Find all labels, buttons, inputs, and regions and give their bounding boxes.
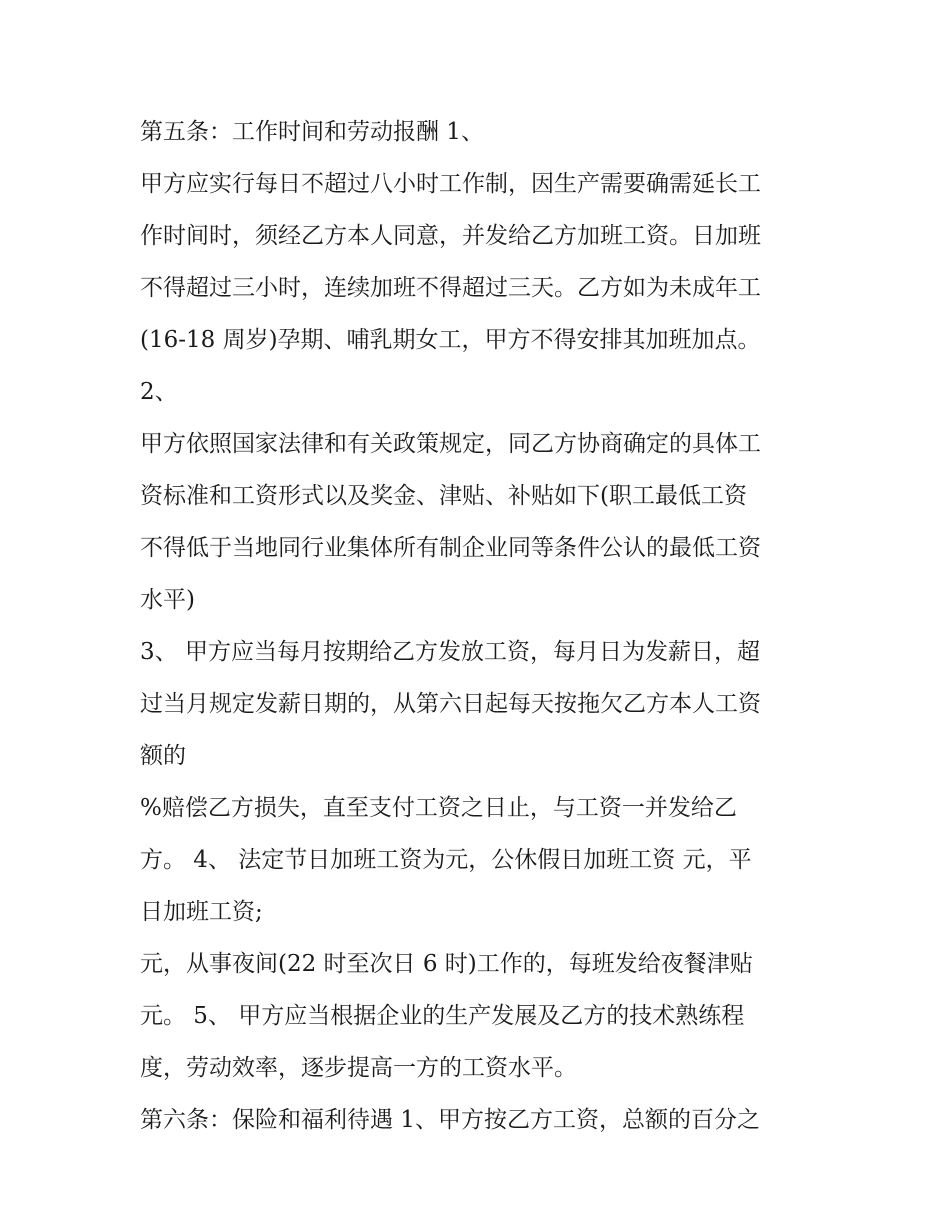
text-line: (16-18 周岁)孕期、哺乳期女工，甲方不得安排其加班加点。: [140, 327, 761, 353]
contract-text-body: [140, 110, 820, 1150]
text-line: 第五条：工作时间和劳动报酬 1、: [140, 119, 484, 145]
text-line: 2、: [140, 379, 178, 405]
text-line: 方。 4、 法定节日加班工资为元，公休假日加班工资 元，平: [140, 847, 752, 873]
text-line: 3、 甲方应当每月按期给乙方发放工资，每月日为发薪日，超: [140, 639, 760, 665]
text-line: 过当月规定发薪日期的，从第六日起每天按拖欠乙方本人工资: [140, 691, 761, 717]
text-line: 资标准和工资形式以及奖金、津贴、补贴如下(职工最低工资: [140, 483, 747, 509]
text-line: 度，劳动效率，逐步提高一方的工资水平。: [140, 1055, 577, 1081]
text-line: 第六条：保险和福利待遇 1、甲方按乙方工资，总额的百分之: [140, 1107, 760, 1133]
text-line: 甲方依照国家法律和有关政策规定，同乙方协商确定的具体工: [140, 431, 761, 457]
text-line: 元。 5、 甲方应当根据企业的生产发展及乙方的技术熟练程: [140, 1003, 745, 1029]
text-line: 作时间时，须经乙方本人同意，并发给乙方加班工资。日加班: [140, 223, 761, 249]
text-line: 额的: [140, 743, 186, 769]
text-line: %赔偿乙方损失，直至支付工资之日止，与工资一并发给乙: [140, 795, 737, 821]
text-line: 日加班工资;: [140, 899, 263, 925]
text-line: 不得超过三小时，连续加班不得超过三天。乙方如为未成年工: [140, 275, 761, 301]
text-line: 甲方应实行每日不超过八小时工作制，因生产需要确需延长工: [140, 171, 761, 197]
text-line: 水平): [140, 587, 195, 613]
text-line: 不得低于当地同行业集体所有制企业同等条件公认的最低工资: [140, 535, 761, 561]
text-line: 元，从事夜间(22 时至次日 6 时)工作的，每班发给夜餐津贴: [140, 951, 753, 977]
